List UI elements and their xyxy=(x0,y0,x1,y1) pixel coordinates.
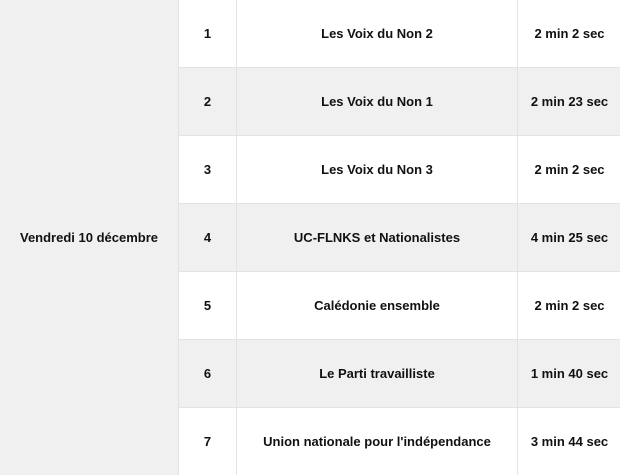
row-name: Calédonie ensemble xyxy=(237,271,518,339)
row-number: 3 xyxy=(179,136,237,204)
row-duration: 2 min 23 sec xyxy=(518,68,620,136)
day-label-cell: Vendredi 10 décembre xyxy=(0,0,179,475)
row-duration: 2 min 2 sec xyxy=(518,136,620,204)
row-duration: 3 min 44 sec xyxy=(518,407,620,475)
row-number: 1 xyxy=(179,0,237,68)
row-number: 2 xyxy=(179,68,237,136)
row-name: Le Parti travailliste xyxy=(237,339,518,407)
row-duration: 2 min 2 sec xyxy=(518,271,620,339)
row-name: Union nationale pour l'indépendance xyxy=(237,407,518,475)
row-duration: 2 min 2 sec xyxy=(518,0,620,68)
table-row xyxy=(0,0,620,68)
row-name: Les Voix du Non 1 xyxy=(237,68,518,136)
row-duration: 1 min 40 sec xyxy=(518,339,620,407)
row-name: UC-FLNKS et Nationalistes xyxy=(237,204,518,272)
row-name: Les Voix du Non 2 xyxy=(237,0,518,68)
row-number: 6 xyxy=(179,339,237,407)
row-duration: 4 min 25 sec xyxy=(518,204,620,272)
row-number: 4 xyxy=(179,204,237,272)
row-number: 7 xyxy=(179,407,237,475)
row-number: 5 xyxy=(179,271,237,339)
row-name: Les Voix du Non 3 xyxy=(237,136,518,204)
